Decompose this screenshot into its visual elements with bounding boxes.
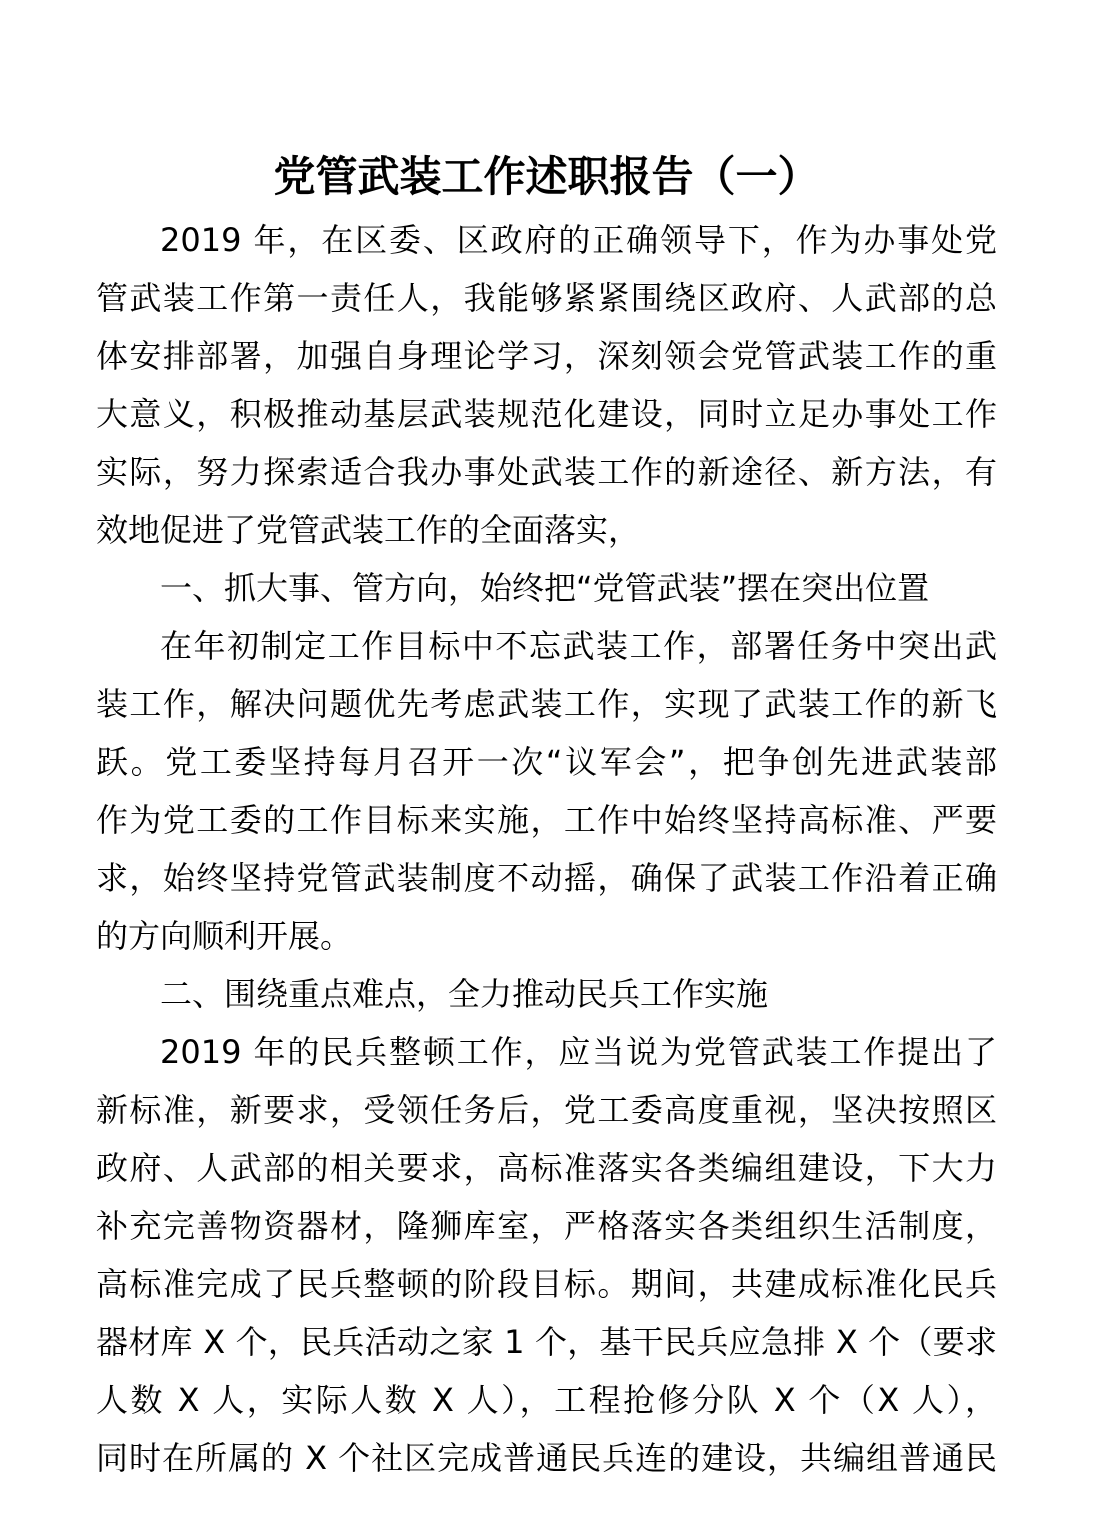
paragraph-line: 补充完善物资器材，隆狮库室，严格落实各类组织生活制度，	[96, 1207, 997, 1245]
paragraph-line: 2019 年的民兵整顿工作，应当说为党管武装工作提出了	[160, 1033, 997, 1071]
section-heading: 二、围绕重点难点，全力推动民兵工作实施	[160, 975, 769, 1013]
paragraph-line: 同时在所属的 X 个社区完成普通民兵连的建设，共编组普通民	[96, 1439, 997, 1477]
paragraph-line: 跃。党工委坚持每月召开一次“议军会”，把争创先进武装部	[96, 743, 997, 781]
paragraph-line: 新标准，新要求，受领任务后，党工委高度重视，坚决按照区	[96, 1091, 997, 1129]
paragraph-line: 求，始终坚持党管武装制度不动摇，确保了武装工作沿着正确	[96, 859, 997, 897]
document-body	[96, 211, 997, 1487]
paragraph-line: 装工作，解决问题优先考虑武装工作，实现了武装工作的新飞	[96, 685, 997, 723]
paragraph-line: 体安排部署，加强自身理论学习，深刻领会党管武装工作的重	[96, 337, 997, 375]
paragraph-line: 管武装工作第一责任人，我能够紧紧围绕区政府、人武部的总	[96, 279, 997, 317]
paragraph-line: 器材库 X 个，民兵活动之家 1 个，基干民兵应急排 X 个（要求	[96, 1323, 997, 1361]
paragraph-line: 人数 X 人，实际人数 X 人），工程抢修分队 X 个（X 人），	[96, 1381, 997, 1419]
paragraph-line: 政府、人武部的相关要求，高标准落实各类编组建设，下大力	[96, 1149, 997, 1187]
paragraph-line: 实际，努力探索适合我办事处武装工作的新途径、新方法，有	[96, 453, 997, 491]
document-title: 党管武装工作述职报告（一）	[273, 152, 820, 201]
paragraph-line: 大意义，积极推动基层武装规范化建设，同时立足办事处工作	[96, 395, 997, 433]
paragraph-line: 效地促进了党管武装工作的全面落实，	[96, 511, 641, 549]
paragraph-line: 高标准完成了民兵整顿的阶段目标。期间，共建成标准化民兵	[96, 1265, 997, 1303]
paragraph-line: 在年初制定工作目标中不忘武装工作，部署任务中突出武	[160, 627, 997, 665]
paragraph-line: 2019 年，在区委、区政府的正确领导下，作为办事处党	[160, 221, 997, 259]
section-heading: 一、抓大事、管方向，始终把“党管武装”摆在突出位置	[160, 569, 930, 607]
paragraph-line: 作为党工委的工作目标来实施，工作中始终坚持高标准、严要	[96, 801, 997, 839]
paragraph-line: 的方向顺利开展。	[96, 917, 353, 955]
